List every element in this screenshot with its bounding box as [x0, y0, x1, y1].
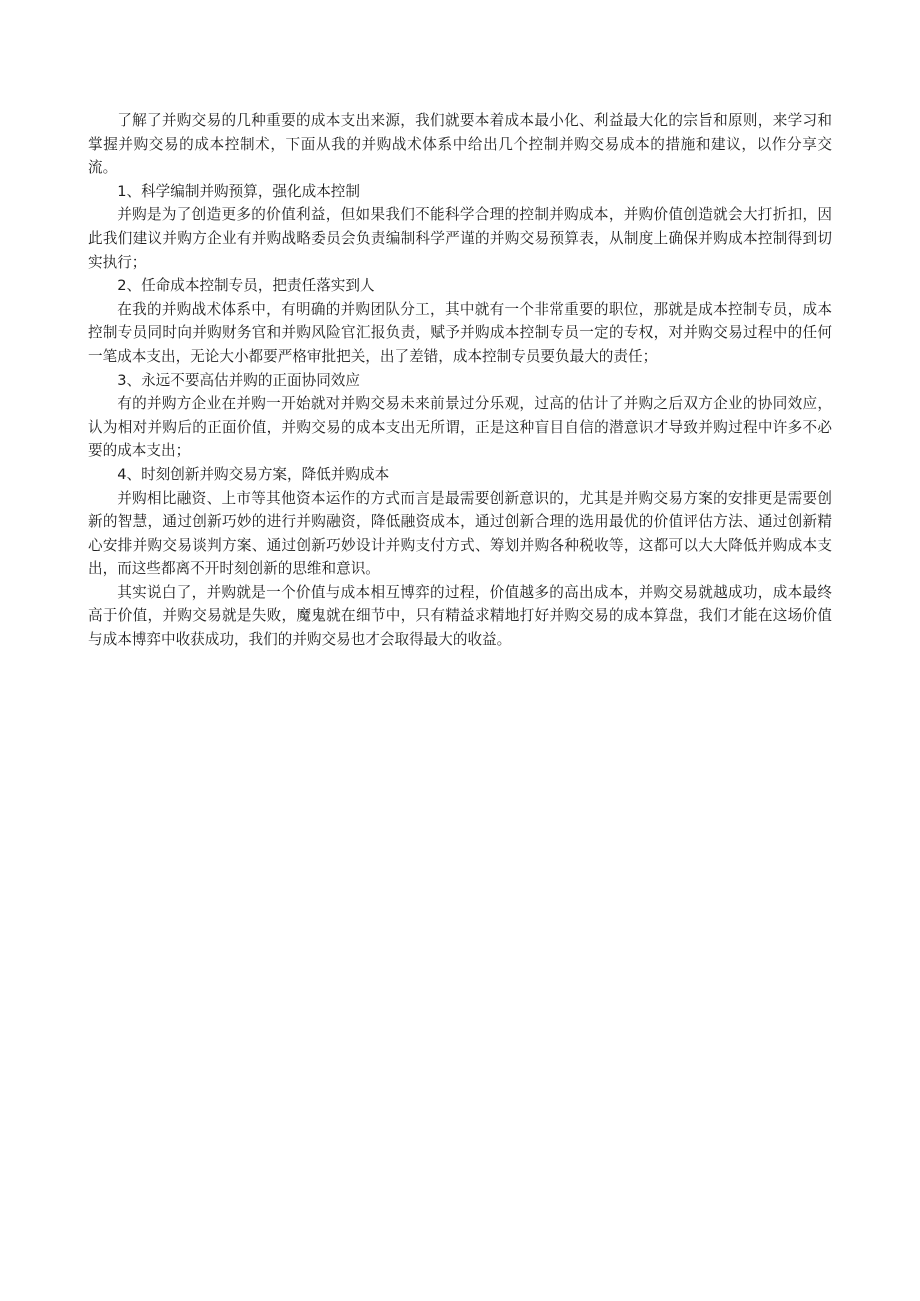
paragraph-section-2: 在我的并购战术体系中，有明确的并购团队分工，其中就有一个非常重要的职位，那就是成本控制专员，成本控制专员同时向并购财务官和并购风险官汇报负责，赋予并购成本控制专员一定的专权，对并购交易过程中的任何一笔成本支出，无论大小都要严格审批把关，出了差错，成本控制专员要负最大的责任； [88, 300, 832, 365]
paragraph-intro: 了解了并购交易的几种重要的成本支出来源，我们就要本着成本最小化、利益最大化的宗旨和原则，来学习和掌握并购交易的成本控制术，下面从我的并购战术体系中给出几个控制并购交易成本的措施和建议，以作分享交流。 [88, 112, 832, 177]
document-body [88, 109, 832, 652]
section-heading-4: 4、时刻创新并购交易方案，降低并购成本 [117, 465, 390, 483]
paragraph-section-1: 并购是为了创造更多的价值利益，但如果我们不能科学合理的控制并购成本，并购价值创造就会大打折扣，因此我们建议并购方企业有并购战略委员会负责编制科学严谨的并购交易预算表，从制度上确保并购成本控制得到切实执行； [88, 206, 832, 271]
paragraph-section-4: 并购相比融资、上市等其他资本运作的方式而言是最需要创新意识的，尤其是并购交易方案的安排更是需要创新的智慧，通过创新巧妙的进行并购融资，降低融资成本，通过创新合理的选用最优的价值评估方法、通过创新精心安排并购交易谈判方案、通过创新巧妙设计并购支付方式、筹划并购各种税收等，这都可以大大降低并购成本支出，而这些都离不开时刻创新的思维和意识。 [88, 489, 832, 578]
section-heading-3: 3、永远不要高估并购的正面协同效应 [117, 371, 360, 389]
section-heading-2: 2、任命成本控制专员，把责任落实到人 [117, 277, 375, 295]
section-heading-1: 1、科学编制并购预算，强化成本控制 [117, 182, 360, 200]
paragraph-section-3: 有的并购方企业在并购一开始就对并购交易未来前景过分乐观，过高的估计了并购之后双方企业的协同效应，认为相对并购后的正面价值，并购交易的成本支出无所谓，正是这种盲目自信的潜意识才导致并购过程中许多不必要的成本支出； [88, 395, 832, 460]
paragraph-conclusion: 其实说白了，并购就是一个价值与成本相互博弈的过程，价值越多的高出成本，并购交易就越成功，成本最终高于价值，并购交易就是失败，魔鬼就在细节中，只有精益求精地打好并购交易的成本算盘，我们才能在这场价值与成本博弈中收获成功，我们的并购交易也才会取得最大的收益。 [88, 583, 832, 649]
